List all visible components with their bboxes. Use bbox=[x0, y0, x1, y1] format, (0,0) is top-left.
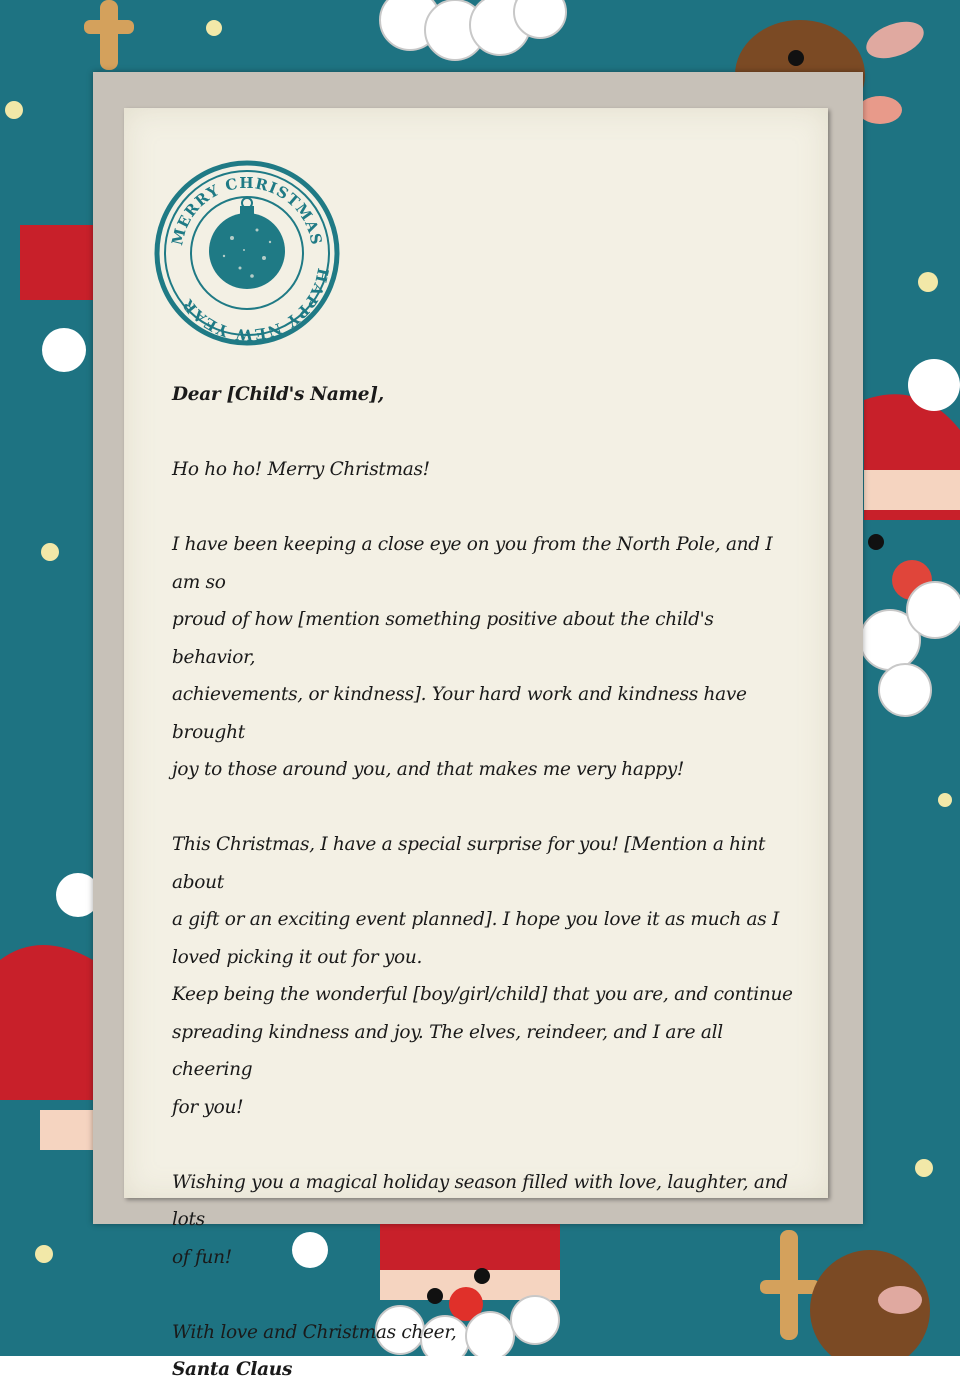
letter-line: achievements, or kindness]. Your hard work and kindness have brought bbox=[172, 684, 747, 743]
letter-body bbox=[172, 376, 797, 1389]
letter-line: Wishing you a magical holiday season filled with love, laughter, and lots bbox=[172, 1171, 788, 1230]
stamp-top-text: MERRY CHRISTMAS bbox=[168, 173, 326, 248]
letter-greeting: Dear [Child's Name], bbox=[172, 384, 384, 405]
letter-line: This Christmas, I have a special surprise for you! [Mention a hint about bbox=[172, 834, 766, 893]
letter-line: I have been keeping a close eye on you from the North Pole, and I am so bbox=[172, 534, 773, 593]
letter-line: spreading kindness and joy. The elves, reindeer, and I are all cheering bbox=[172, 1021, 723, 1080]
letter-line: a gift or an exciting event planned]. I hope you love it as much as I bbox=[172, 909, 780, 930]
letter-line: proud of how [mention something positive about the child's behavior, bbox=[172, 609, 714, 668]
ornament-icon bbox=[209, 198, 285, 289]
letter-intro: Ho ho ho! Merry Christmas! bbox=[172, 459, 430, 480]
christmas-stamp bbox=[152, 158, 342, 348]
stamp-bottom-text: HAPPY NEW YEAR bbox=[178, 266, 333, 344]
letter-line: of fun! bbox=[172, 1246, 232, 1268]
letter-line: for you! bbox=[172, 1096, 244, 1118]
letter-line: loved picking it out for you. bbox=[172, 946, 423, 968]
letter-line: Keep being the wonderful [boy/girl/child] that you are, and continue bbox=[172, 984, 793, 1005]
letter-closing: With love and Christmas cheer, bbox=[172, 1321, 457, 1343]
letter-signature: Santa Claus bbox=[172, 1359, 293, 1380]
letter-line: joy to those around you, and that makes me very happy! bbox=[172, 759, 685, 780]
